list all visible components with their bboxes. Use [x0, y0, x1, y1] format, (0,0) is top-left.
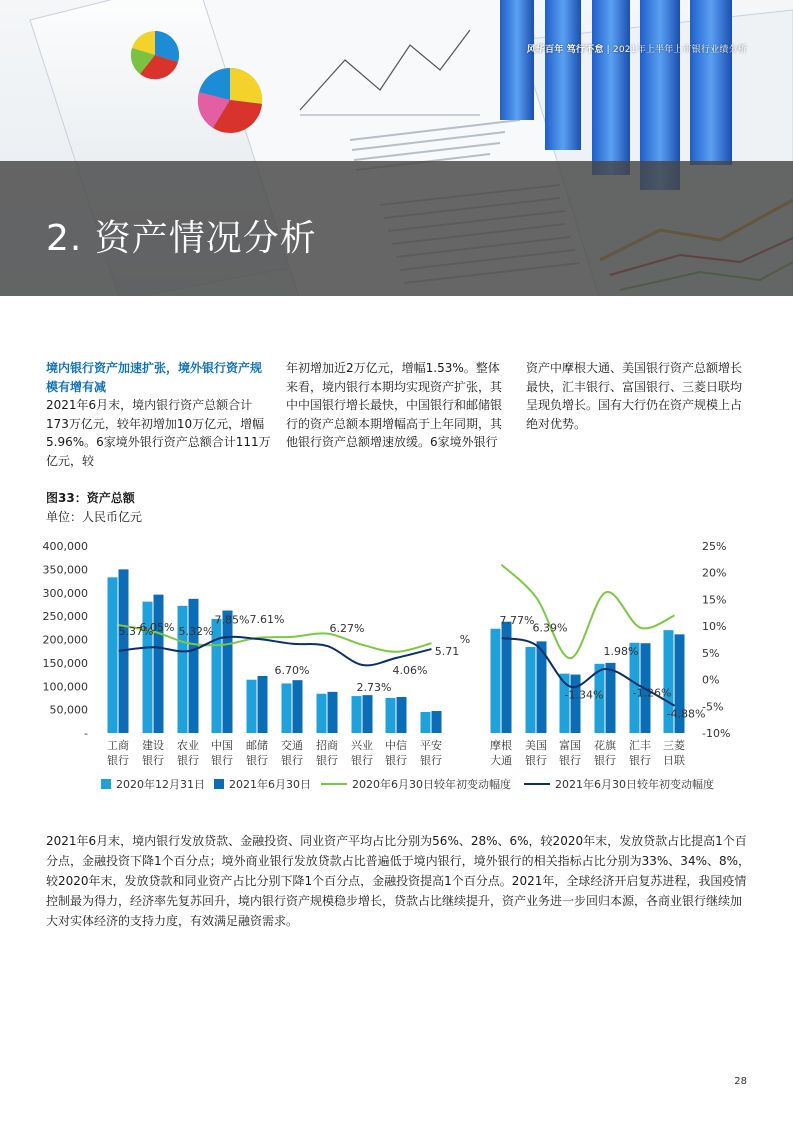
- category-label: 三菱: [663, 739, 685, 752]
- category-label: 邮储: [246, 739, 268, 752]
- change-data-label: -1.34%: [564, 688, 604, 702]
- change-data-label: 5.37%: [118, 624, 154, 638]
- bar-2020-12-31: [108, 577, 118, 733]
- legend-label: 2020年12月31日: [116, 778, 205, 791]
- report-header: [527, 42, 747, 55]
- category-label: 富国: [559, 739, 581, 752]
- report-brand: 风华百年 笃行不怠: [526, 45, 604, 55]
- legend-swatch-2020-12-31: [101, 779, 111, 789]
- category-label: 中国: [211, 739, 233, 752]
- report-name: 2021年上半年上市银行业绩分析: [612, 45, 747, 55]
- intro-column-1: [46, 359, 271, 470]
- change-data-label: 6.05%: [139, 621, 175, 635]
- category-label: 银行: [525, 754, 547, 767]
- right-axis-tick: 25%: [702, 540, 727, 553]
- right-axis-tick: 15%: [702, 593, 727, 607]
- intro-column-2: 年初增加近2万亿元，增幅1.53%。整体来看，境内银行本期均实现资产扩张，其中中国银行增长最快，中国银行和邮储银行的资产总额本期增幅高于上年同期，其他银行资产总额增速放缓。6家境外银行: [286, 361, 503, 449]
- intro-column-3: 资产中摩根大通、美国银行资产总额增长最快，汇丰银行、富国银行、三菱日联均呈现负增长。国有大行仍在资产规模上占绝对优势。: [526, 361, 743, 431]
- bar-2020-12-31: [317, 694, 327, 733]
- category-label: 银行: [281, 754, 303, 767]
- intro-lead-heading: 境内银行资产加速扩张，境外银行资产规模有增有减: [46, 361, 263, 394]
- category-label: 银行: [142, 754, 164, 767]
- bar-2021-06-30: [432, 711, 442, 733]
- category-label: 银行: [211, 754, 233, 767]
- left-axis-tick: 100,000: [42, 680, 88, 694]
- figure-title: 图33：资产总额: [46, 491, 135, 505]
- stray-percent-label: %: [459, 633, 471, 646]
- bar-2021-06-30: [606, 663, 616, 733]
- category-label: 交通: [281, 739, 303, 752]
- left-axis-tick: 350,000: [42, 563, 88, 577]
- bar-2020-12-31: [247, 680, 257, 733]
- bar-2021-06-30: [397, 697, 407, 733]
- change-data-label: 1.98%: [603, 644, 639, 658]
- category-label: 银行: [177, 754, 199, 767]
- figure-unit: 单位：人民币亿元: [46, 510, 143, 524]
- category-label: 银行: [351, 754, 373, 767]
- bar-2020-12-31: [352, 696, 362, 733]
- bar-2021-06-30: [363, 695, 373, 733]
- section-title: 2. 资产情况分析: [46, 218, 317, 259]
- category-label: 花旗: [594, 739, 616, 752]
- category-label: 汇丰: [629, 739, 651, 752]
- intro-text-1: 2021年6月末，境内银行资产总额合计173万亿元，较年初增加10万亿元，增幅5.96%。6家境外银行资产总额合计111万亿元，较: [46, 398, 271, 468]
- category-label: 银行: [420, 754, 442, 767]
- left-axis-tick: -: [84, 727, 88, 740]
- left-axis-tick: 50,000: [49, 703, 88, 717]
- bar-2020-12-31: [282, 683, 292, 733]
- category-label: 银行: [107, 754, 129, 767]
- body-paragraph: 2021年6月末，境内银行发放贷款、金融投资、同业资产平均占比分别为56%、28%、6%，较2020年末，发放贷款占比提高1个百分点，金融投资下降1个百分点；境外商业银行发放贷款占比普遍低于境内银行，境外银行的相关指标占比分别为33%、34%、8%，较2020年末，发放贷款和同业资产占比分别下降1个百分点，金融投资提高1个百分点。2021年，全球经济开启复苏进程，我国疫情控制最为得力，经济率先复苏回升，境内银行资产规模稳步增长，贷款占比继续提升，资产业务进一步回归本源，各商业银行继续加大对实体经济的支持力度，有效满足融资需求。: [46, 834, 751, 928]
- bar-2021-06-30: [154, 595, 164, 733]
- bar-2020-12-31: [526, 647, 536, 733]
- left-axis-tick: 300,000: [42, 586, 88, 600]
- category-label: 建设: [142, 739, 164, 752]
- bar-2021-06-30: [223, 611, 233, 733]
- bar-2021-06-30: [293, 680, 303, 733]
- category-label: 银行: [629, 754, 651, 767]
- header-separator: |: [606, 45, 610, 55]
- left-axis-tick: 200,000: [42, 633, 88, 647]
- bar-2021-06-30: [328, 692, 338, 733]
- category-label: 中信: [385, 739, 407, 752]
- right-axis-tick: -5%: [702, 700, 724, 714]
- change-data-label: 7.61%: [249, 612, 285, 626]
- left-axis-tick: 150,000: [42, 656, 88, 670]
- hero-banner: [0, 0, 793, 296]
- change-data-label: 7.85%: [214, 613, 250, 627]
- right-axis-tick: 10%: [702, 620, 727, 634]
- bar-2021-06-30: [258, 676, 268, 733]
- page-number: 28: [734, 1076, 747, 1087]
- category-label: 银行: [385, 754, 407, 767]
- category-label: 招商: [316, 739, 338, 752]
- change-data-label: 6.39%: [532, 621, 568, 635]
- change-data-label: 6.70%: [274, 663, 310, 677]
- left-axis-tick: 400,000: [42, 540, 88, 553]
- bar-2021-06-30: [189, 599, 199, 733]
- category-label: 平安: [420, 739, 442, 752]
- right-axis-tick: -10%: [702, 727, 731, 740]
- category-label: 银行: [316, 754, 338, 767]
- change-data-label: 2.73%: [356, 680, 392, 694]
- change-data-label: 6.27%: [329, 622, 365, 636]
- change-data-label: -4.88%: [666, 707, 706, 721]
- total-assets-chart: [0, 530, 793, 805]
- bar-2020-12-31: [386, 698, 396, 733]
- category-label: 农业: [177, 739, 199, 752]
- category-label: 工商: [107, 739, 129, 752]
- right-axis-tick: 20%: [702, 566, 727, 580]
- change-data-label: 5.71: [434, 645, 460, 659]
- change-data-label: 5.32%: [178, 625, 214, 639]
- bar-2020-12-31: [421, 712, 431, 733]
- legend-label: 2021年6月30日: [229, 778, 311, 791]
- bar-2021-06-30: [571, 675, 581, 733]
- category-label: 银行: [594, 754, 616, 767]
- right-axis-tick: 5%: [702, 646, 720, 660]
- legend-label: 2021年6月30日较年初变动幅度: [555, 778, 714, 791]
- category-label: 日联: [663, 754, 685, 767]
- right-axis-tick: 0%: [702, 673, 720, 687]
- change-data-label: 4.06%: [392, 663, 428, 677]
- category-label: 银行: [559, 754, 581, 767]
- category-label: 美国: [525, 739, 547, 752]
- bar-2020-12-31: [491, 629, 501, 733]
- change-data-label: 7.77%: [499, 614, 535, 628]
- category-label: 摩根: [490, 739, 512, 752]
- category-label: 兴业: [351, 739, 373, 752]
- category-label: 大通: [490, 754, 512, 767]
- category-label: 银行: [246, 754, 268, 767]
- left-axis-tick: 250,000: [42, 610, 88, 624]
- legend-swatch-2021-06-30: [214, 779, 224, 789]
- change-data-label: -1.26%: [632, 686, 672, 700]
- legend-label: 2020年6月30日较年初变动幅度: [352, 778, 511, 791]
